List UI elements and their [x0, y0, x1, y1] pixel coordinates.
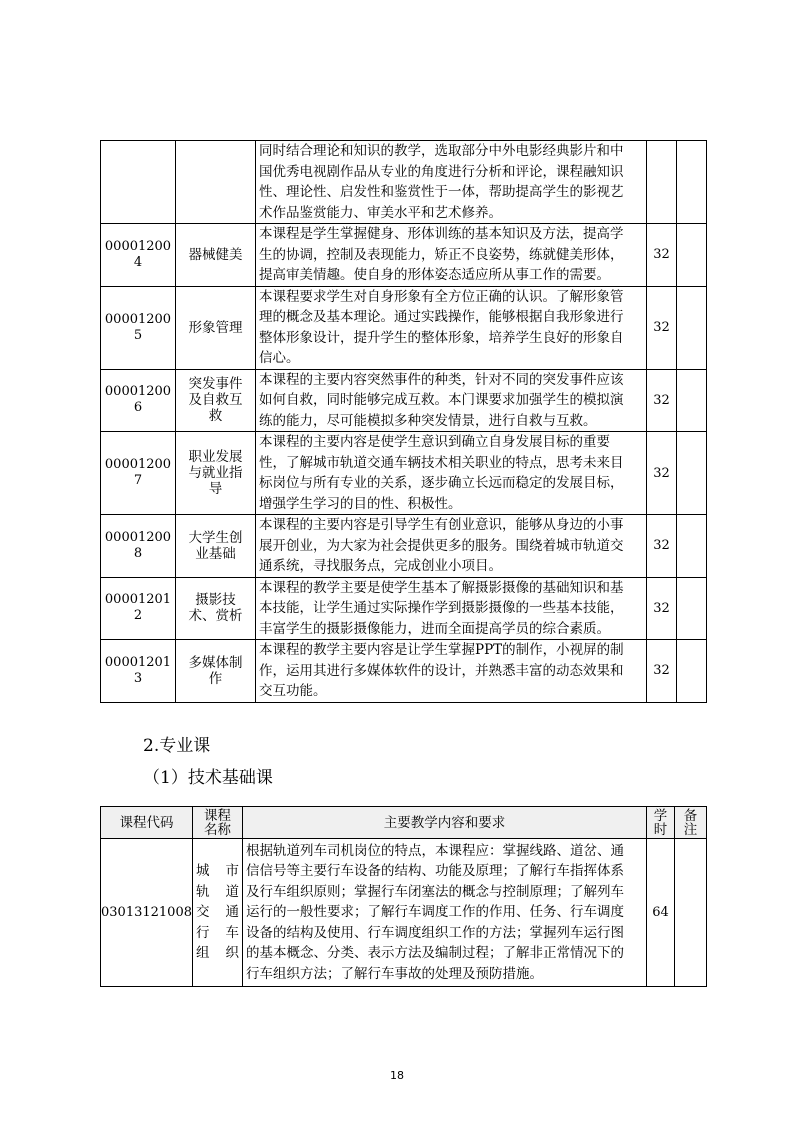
course-content: 本课程是学生掌握健身、形体训练的基本知识及方法，提高学 生的协调，控制及表现能力，矫正不良姿势，练就健美形体， 提高审美情趣。使自身的形体姿态适应所从事工作的需要。 — [256, 224, 647, 287]
course-name: 突发事件 及自救互 救 — [176, 369, 256, 432]
course-name — [176, 141, 256, 224]
course-content: 本课程的主要内容是引导学生有创业意识，能够从身边的小事 展开创业，为大家为社会提供更多的服务。围绕着城市轨道交 通系统，寻找服务点，完成创业小项目。 — [256, 515, 647, 578]
header-content: 主要教学内容和要求 — [243, 807, 647, 839]
course-content: 本课程的教学主要内容是让学生掌握PPT的制作，小视屏的制 作，运用其进行多媒体软件的设计，并熟悉丰富的动态效果和 交互功能。 — [256, 640, 647, 703]
header-course-name: 课程 名称 — [193, 807, 243, 839]
course-notes — [677, 224, 707, 287]
course-name: 大学生创 业基础 — [176, 515, 256, 578]
course-notes — [677, 432, 707, 515]
table-row — [101, 515, 707, 578]
course-notes — [675, 839, 707, 987]
header-notes: 备 注 — [675, 807, 707, 839]
course-name: 城市 轨道 交通 行车 组织 — [193, 839, 243, 987]
course-hours: 32 — [647, 577, 677, 640]
course-notes — [677, 369, 707, 432]
course-content: 根据轨道列车司机岗位的特点，本课程应：掌握线路、道岔、通 信信号等主要行车设备的结构、功能及原理；了解行车指挥体系 及行车组织原则；掌握行车闭塞法的概念与控制原理；了解列车 运行的一般性要求；了解行车调度工作的作用、任务、行车调度 设备的结构及使用、行车调度组织工作的方法；掌握列车运行图 的基本概念、分类、表示方法及编制过程；了解非正常情况下的 行车组织方法；了解行车事故的处理及预防措施。 — [243, 839, 647, 987]
course-hours: 32 — [647, 432, 677, 515]
course-notes — [677, 286, 707, 369]
course-name: 职业发展 与就业指 导 — [176, 432, 256, 515]
section-subheading: （1）技术基础课 — [143, 768, 273, 788]
table-row — [101, 224, 707, 287]
table-row — [101, 432, 707, 515]
technical-basic-courses-table — [100, 806, 707, 987]
course-code: 00001200 8 — [101, 515, 176, 578]
course-notes — [677, 640, 707, 703]
table-row — [101, 369, 707, 432]
course-code: 00001201 2 — [101, 577, 176, 640]
course-hours: 64 — [647, 839, 675, 987]
course-code: 03013121008 — [101, 839, 193, 987]
course-name: 多媒体制 作 — [176, 640, 256, 703]
table-row — [101, 286, 707, 369]
table-row — [101, 839, 707, 987]
course-hours — [647, 141, 677, 224]
course-code — [101, 141, 176, 224]
course-content: 本课程要求学生对自身形象有全方位正确的认识。了解形象管 理的概念及基本理论。通过实践操作，能够根据自我形象进行 整体形象设计，提升学生的整体形象，培养学生良好的形象自 信心。 — [256, 286, 647, 369]
course-hours: 32 — [647, 640, 677, 703]
course-code: 00001200 7 — [101, 432, 176, 515]
course-name: 形象管理 — [176, 286, 256, 369]
header-hours: 学 时 — [647, 807, 675, 839]
course-notes — [677, 515, 707, 578]
table-row — [101, 640, 707, 703]
course-hours: 32 — [647, 369, 677, 432]
course-content: 本课程的主要内容是使学生意识到确立自身发展目标的重要 性，了解城市轨道交通车辆技术相关职业的特点，思考未来目 标岗位与所有专业的关系，逐步确立长远而稳定的发展目标， 增强学生学习的目的性、积极性。 — [256, 432, 647, 515]
header-course-code: 课程代码 — [101, 807, 193, 839]
table-row — [101, 577, 707, 640]
general-courses-table — [100, 140, 707, 703]
course-hours: 32 — [647, 224, 677, 287]
course-hours: 32 — [647, 515, 677, 578]
course-code: 00001200 4 — [101, 224, 176, 287]
course-content: 同时结合理论和知识的教学，选取部分中外电影经典影片和中 国优秀电视剧作品从专业的角度进行分析和评论，课程融知识 性、理论性、启发性和鉴赏性于一体，帮助提高学生的影视艺 术作品鉴赏能力、审美水平和艺术修养。 — [256, 141, 647, 224]
course-notes — [677, 577, 707, 640]
course-code: 00001200 6 — [101, 369, 176, 432]
course-code: 00001201 3 — [101, 640, 176, 703]
course-content: 本课程的教学主要是使学生基本了解摄影摄像的基础知识和基 本技能，让学生通过实际操作学到摄影摄像的一些基本技能， 丰富学生的摄影摄像能力，进而全面提高学员的综合素质。 — [256, 577, 647, 640]
course-name: 器械健美 — [176, 224, 256, 287]
course-code: 00001200 5 — [101, 286, 176, 369]
course-hours: 32 — [647, 286, 677, 369]
table-row — [101, 141, 707, 224]
page-number: 18 — [390, 1069, 404, 1082]
table-header-row — [101, 807, 707, 839]
course-name: 摄影技 术、赏析 — [176, 577, 256, 640]
course-notes — [677, 141, 707, 224]
section-heading: 2.专业课 — [143, 736, 211, 756]
course-content: 本课程的主要内容突然事件的种类，针对不同的突发事件应该 如何自救，同时能够完成互救。本门课要求加强学生的模拟演 练的能力，尽可能模拟多种突发情景，进行自救与互救。 — [256, 369, 647, 432]
